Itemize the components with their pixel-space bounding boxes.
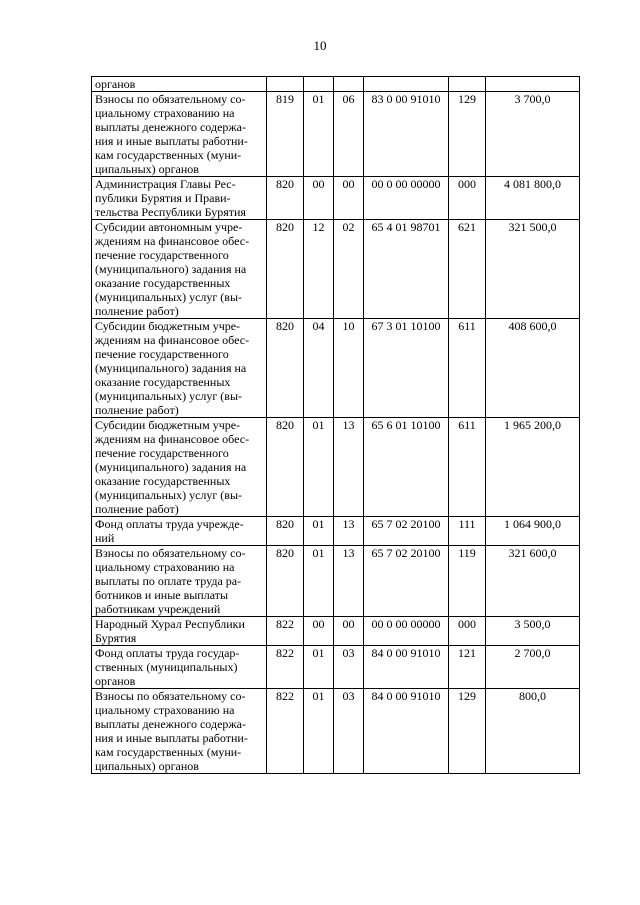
cell-subsection — [334, 418, 364, 517]
cell-target-item — [364, 546, 449, 617]
cell-target-item — [364, 177, 449, 220]
cell-section-text: 12 — [312, 220, 325, 234]
cell-target-item — [364, 92, 449, 177]
cell-expense-kind — [449, 77, 486, 92]
cell-admin-code-text: 820 — [276, 220, 294, 234]
cell-subsection — [334, 177, 364, 220]
cell-name-text: Взносы по обязательному со- циальному страхованию на выплаты по оплате труда ра- ботников и иные выплаты работникам учреждений — [95, 546, 246, 616]
cell-expense-kind — [449, 689, 486, 774]
cell-sum — [486, 319, 580, 418]
table-row — [92, 617, 580, 646]
cell-sum — [486, 646, 580, 689]
cell-subsection-text: 00 — [342, 617, 355, 631]
cell-name-text: Субсидии автономным учре- ждениям на финансовое обес- печение государственного (муниципального) задания на оказание государственных (муниципальных) услуг (вы- полнение работ) — [95, 220, 250, 318]
cell-expense-kind-text: 129 — [458, 689, 476, 703]
cell-admin-code — [267, 220, 304, 319]
cell-name-text: Взносы по обязательному со- циальному страхованию на выплаты денежного содержа- ния и иные выплаты работни- кам государственных (муни- ципальных) органов — [95, 689, 248, 773]
table-row — [92, 418, 580, 517]
cell-expense-kind-text: 611 — [458, 418, 476, 432]
cell-subsection — [334, 77, 364, 92]
cell-name — [92, 617, 267, 646]
cell-subsection — [334, 689, 364, 774]
cell-subsection-text: 06 — [342, 92, 355, 106]
cell-target-item-text: 65 7 02 20100 — [371, 517, 441, 531]
cell-target-item-text: 65 4 01 98701 — [371, 220, 441, 234]
cell-name — [92, 418, 267, 517]
cell-expense-kind — [449, 617, 486, 646]
cell-admin-code — [267, 517, 304, 546]
cell-expense-kind-text: 611 — [458, 319, 476, 333]
cell-target-item — [364, 319, 449, 418]
cell-expense-kind — [449, 418, 486, 517]
cell-sum-text: 321 600,0 — [508, 546, 557, 560]
cell-section — [304, 617, 334, 646]
cell-sum — [486, 617, 580, 646]
cell-section-text: 01 — [312, 689, 325, 703]
cell-sum-text: 3 700,0 — [514, 92, 551, 106]
page-number: 10 — [313, 38, 327, 53]
cell-section-text: 01 — [312, 646, 325, 660]
cell-admin-code — [267, 617, 304, 646]
cell-expense-kind — [449, 546, 486, 617]
cell-admin-code — [267, 177, 304, 220]
table-row — [92, 646, 580, 689]
cell-expense-kind-text: 621 — [458, 220, 476, 234]
cell-name — [92, 220, 267, 319]
cell-sum — [486, 546, 580, 617]
cell-subsection — [334, 646, 364, 689]
cell-admin-code — [267, 689, 304, 774]
cell-section-text: 01 — [312, 517, 325, 531]
cell-sum-text: 3 500,0 — [514, 617, 551, 631]
cell-name — [92, 546, 267, 617]
cell-target-item — [364, 418, 449, 517]
cell-target-item — [364, 517, 449, 546]
cell-admin-code-text: 820 — [276, 546, 294, 560]
cell-target-item-text: 00 0 00 00000 — [371, 177, 441, 191]
cell-name — [92, 92, 267, 177]
cell-target-item — [364, 689, 449, 774]
cell-admin-code-text: 822 — [276, 689, 294, 703]
cell-subsection-text: 10 — [342, 319, 355, 333]
cell-subsection-text: 13 — [342, 418, 355, 432]
cell-sum-text: 4 081 800,0 — [504, 177, 561, 191]
cell-admin-code — [267, 418, 304, 517]
cell-subsection — [334, 517, 364, 546]
cell-admin-code-text: 822 — [276, 646, 294, 660]
cell-admin-code-text: 819 — [276, 92, 294, 106]
cell-subsection-text: 03 — [342, 646, 355, 660]
cell-target-item-text: 65 7 02 20100 — [371, 546, 441, 560]
cell-section-text: 01 — [312, 418, 325, 432]
cell-target-item — [364, 77, 449, 92]
cell-target-item — [364, 617, 449, 646]
cell-section — [304, 177, 334, 220]
cell-section — [304, 77, 334, 92]
cell-expense-kind-text: 129 — [458, 92, 476, 106]
cell-name — [92, 177, 267, 220]
cell-section — [304, 646, 334, 689]
cell-sum-text: 800,0 — [519, 689, 546, 703]
cell-target-item-text: 65 6 01 10100 — [371, 418, 441, 432]
cell-sum — [486, 77, 580, 92]
cell-target-item — [364, 220, 449, 319]
cell-section — [304, 319, 334, 418]
cell-name-text: Субсидии бюджетным учре- ждениям на финансовое обес- печение государственного (муниципального) задания на оказание государственных (муниципальных) услуг (вы- полнение работ) — [95, 418, 250, 516]
cell-section — [304, 517, 334, 546]
cell-expense-kind-text: 000 — [458, 177, 476, 191]
cell-admin-code-text: 820 — [276, 319, 294, 333]
cell-admin-code — [267, 77, 304, 92]
cell-target-item-text: 83 0 00 91010 — [371, 92, 441, 106]
cell-sum — [486, 220, 580, 319]
table-row — [92, 689, 580, 774]
cell-sum-text: 1 965 200,0 — [504, 418, 561, 432]
cell-admin-code-text: 820 — [276, 418, 294, 432]
cell-expense-kind-text: 121 — [458, 646, 476, 660]
cell-expense-kind-text: 000 — [458, 617, 476, 631]
table-row — [92, 92, 580, 177]
cell-subsection — [334, 617, 364, 646]
cell-sum — [486, 418, 580, 517]
cell-name — [92, 319, 267, 418]
table-row — [92, 177, 580, 220]
cell-name — [92, 689, 267, 774]
cell-target-item — [364, 646, 449, 689]
cell-subsection — [334, 220, 364, 319]
cell-expense-kind — [449, 646, 486, 689]
cell-name-text: органов — [95, 77, 136, 91]
cell-section — [304, 92, 334, 177]
cell-name — [92, 77, 267, 92]
cell-name-text: Фонд оплаты труда учрежде- ний — [95, 517, 244, 545]
cell-expense-kind — [449, 319, 486, 418]
cell-name-text: Взносы по обязательному со- циальному страхованию на выплаты денежного содержа- ния и иные выплаты работни- кам государственных (муни- ципальных) органов — [95, 92, 248, 176]
cell-section-text: 01 — [312, 546, 325, 560]
cell-section-text: 04 — [312, 319, 325, 333]
cell-section-text: 00 — [312, 177, 325, 191]
cell-expense-kind — [449, 517, 486, 546]
cell-name — [92, 517, 267, 546]
cell-section-text: 01 — [312, 92, 325, 106]
cell-admin-code-text: 820 — [276, 177, 294, 191]
cell-sum-text: 2 700,0 — [514, 646, 551, 660]
cell-admin-code-text: 820 — [276, 517, 294, 531]
cell-expense-kind — [449, 92, 486, 177]
cell-subsection — [334, 319, 364, 418]
table-row — [92, 546, 580, 617]
cell-admin-code — [267, 319, 304, 418]
cell-name-text: Субсидии бюджетным учре- ждениям на финансовое обес- печение государственного (муниципального) задания на оказание государственных (муниципальных) услуг (вы- полнение работ) — [95, 319, 250, 417]
cell-subsection — [334, 92, 364, 177]
cell-admin-code — [267, 646, 304, 689]
cell-expense-kind — [449, 220, 486, 319]
cell-section — [304, 418, 334, 517]
table-row — [92, 517, 580, 546]
cell-section — [304, 220, 334, 319]
table-row — [92, 319, 580, 418]
cell-name-text: Администрация Главы Рес- публики Бурятия и Прави- тельства Республики Бурятия — [95, 177, 246, 219]
cell-target-item-text: 84 0 00 91010 — [371, 689, 441, 703]
cell-name-text: Фонд оплаты труда государ- ственных (муниципальных) органов — [95, 646, 240, 688]
table-row — [92, 77, 580, 92]
cell-subsection-text: 13 — [342, 517, 355, 531]
cell-admin-code — [267, 546, 304, 617]
budget-table-body — [92, 77, 580, 774]
cell-admin-code — [267, 92, 304, 177]
cell-name — [92, 646, 267, 689]
cell-sum — [486, 517, 580, 546]
cell-sum — [486, 177, 580, 220]
cell-subsection-text: 00 — [342, 177, 355, 191]
cell-sum-text: 1 064 900,0 — [504, 517, 561, 531]
cell-name-text: Народный Хурал Республики Бурятия — [95, 617, 245, 645]
cell-section-text: 00 — [312, 617, 325, 631]
cell-subsection-text: 02 — [342, 220, 355, 234]
cell-admin-code-text: 822 — [276, 617, 294, 631]
cell-expense-kind-text: 111 — [458, 517, 476, 531]
cell-section — [304, 546, 334, 617]
cell-sum — [486, 689, 580, 774]
cell-subsection — [334, 546, 364, 617]
cell-target-item-text: 67 3 01 10100 — [371, 319, 441, 333]
cell-sum-text: 321 500,0 — [508, 220, 557, 234]
cell-expense-kind — [449, 177, 486, 220]
budget-table — [91, 76, 580, 774]
cell-sum-text: 408 600,0 — [508, 319, 557, 333]
cell-expense-kind-text: 119 — [458, 546, 476, 560]
table-row — [92, 220, 580, 319]
cell-target-item-text: 00 0 00 00000 — [371, 617, 441, 631]
cell-target-item-text: 84 0 00 91010 — [371, 646, 441, 660]
cell-subsection-text: 03 — [342, 689, 355, 703]
cell-subsection-text: 13 — [342, 546, 355, 560]
cell-sum — [486, 92, 580, 177]
cell-section — [304, 689, 334, 774]
